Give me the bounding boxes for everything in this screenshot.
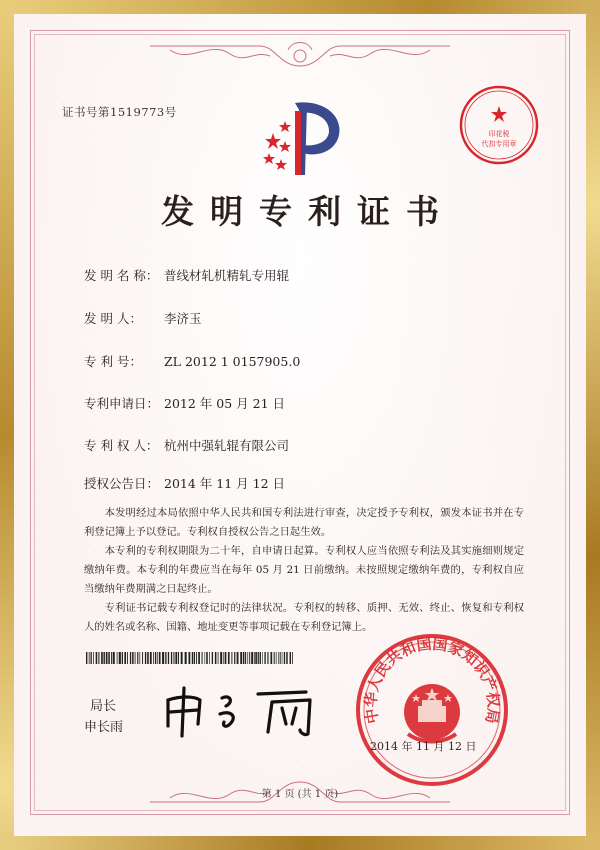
signature-title: 局长: [90, 699, 117, 714]
svg-text:代扣专用章: 代扣专用章: [481, 140, 517, 148]
patent-office-logo: [255, 95, 350, 180]
body-paragraph: 本发明经过本局依照中华人民共和国专利法进行审查，决定授予专利权，颁发本证书并在专利登记簿上予以登记。专利权自授权公告之日起生效。: [84, 507, 524, 538]
field-value: 2012 年 05 月 21 日: [164, 396, 285, 411]
field-label: 授权公告日：: [84, 476, 160, 491]
top-ornament: [150, 36, 450, 76]
body-paragraph: 本专利的专利权期限为二十年，自申请日起算。专利权人应当依照专利法及其实施细则规定缴纳年费。本专利的年费应当在每年 05 月 21 日前缴纳。未按照规定缴纳年费的，专利权自应当缴纳年费期满之日起终止。: [84, 545, 524, 595]
svg-text:印花税: 印花税: [488, 130, 510, 138]
certificate-title: 发明专利证书: [161, 192, 455, 231]
handwritten-signature: [160, 680, 330, 740]
field-label: 专利申请日：: [84, 396, 160, 411]
body-paragraph: 专利证书记载专利权登记时的法律状况。专利权的转移、质押、无效、终止、恢复和专利权人的姓名或名称、国籍、地址变更等事项记载在专利登记簿上。: [84, 602, 524, 633]
field-label: 发 明 人：: [84, 311, 142, 326]
barcode: [86, 652, 296, 664]
field-value: 杭州中强轧辊有限公司: [164, 438, 290, 453]
tax-stamp-seal: [458, 84, 540, 166]
field-patentee: [84, 436, 289, 454]
field-value: 普线材轧机精轧专用辊: [164, 268, 290, 283]
signature-name: 申长雨: [84, 720, 124, 735]
field-filing-date: [84, 394, 285, 412]
seal-text: 中华人民共和国国家知识产权局: [361, 634, 503, 725]
field-invention-name: [84, 266, 289, 284]
seal-date: 2014 年 11 月 12 日: [370, 740, 477, 753]
certificate-number: 证书号第1519773号: [62, 105, 177, 119]
field-value: 2014 年 11 月 12 日: [164, 476, 285, 491]
page-number: 第 1 页 (共 1 页): [261, 789, 339, 800]
field-grant-date: [84, 474, 285, 492]
field-value: ZL 2012 1 0157905.0: [164, 354, 301, 369]
national-ip-office-seal: [352, 630, 512, 790]
field-label: 发 明 名 称：: [84, 268, 159, 283]
field-label: 专 利 号：: [84, 354, 142, 369]
field-label: 专 利 权 人：: [84, 438, 159, 453]
field-inventor: [84, 309, 202, 327]
field-patent-number: [84, 352, 300, 370]
certificate-body: [84, 504, 524, 637]
field-value: 李济玉: [164, 311, 202, 326]
